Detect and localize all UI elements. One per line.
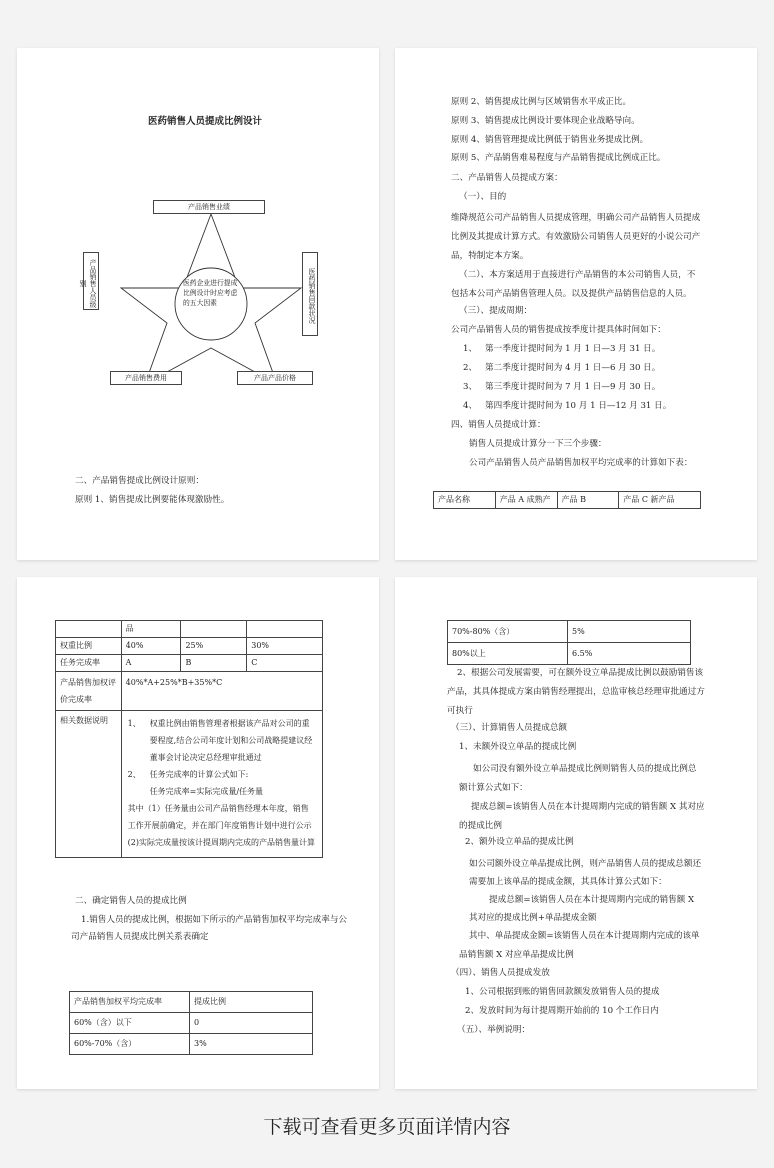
table-cell: 6.5% xyxy=(568,643,691,665)
table-cell: 5% xyxy=(568,621,691,643)
principle-line: 原则 1、销售提成比例要能体现激励性。 xyxy=(75,495,230,505)
list-item: 第四季度计提时间为 10 月 1 日—12 月 31 日。 xyxy=(485,401,672,411)
paragraph: 2、根据公司发展需要，可在额外设立单品提成比例以鼓励销售该产品，其具体提成方案由销售经理提出，总监审核总经理审批通过方可执行 xyxy=(447,668,705,716)
principle-line: 原则 2、销售提成比例与区域销售水平成正比。 xyxy=(451,97,632,107)
subsection-heading: （四）、销售人员提成发放 xyxy=(451,968,550,978)
list-heading: 2、额外设立单品的提成比例 xyxy=(465,837,574,847)
list-item-number: 2、 xyxy=(127,770,141,779)
table-cell: 60%-70%（含） xyxy=(70,1034,190,1055)
table-cell xyxy=(121,711,322,858)
scope-paragraph: （二）、本方案适用于直接进行产品销售的本公司销售人员，不包括本公司产品销售管理人员。以及提供产品销售信息的人员。 xyxy=(451,270,696,299)
table-cell: 80%以上 xyxy=(448,643,568,665)
list-item: 第二季度计提时间为 4 月 1 日—6 月 30 日。 xyxy=(485,363,661,373)
table-cell: 3% xyxy=(190,1034,313,1055)
document-page-1 xyxy=(17,48,379,560)
rate-table-continued xyxy=(447,620,691,665)
list-item: 1、公司根据到账的销售回款额发放销售人员的提成 xyxy=(465,987,660,997)
table-header-cell: 产品 A 成熟产 xyxy=(495,492,557,509)
table-cell xyxy=(181,621,247,638)
section-heading: 二、确定销售人员的提成比例 xyxy=(75,896,187,906)
purpose-paragraph: 维降规范公司产品销售人员提成管理，明确公司产品销售人员提成比例及其提成计算方式。有效激励公司销售人员更好的小说公司产品，特制定本方案。 xyxy=(451,213,701,261)
list-heading: 1、未额外设立单品的提成比例 xyxy=(459,742,577,752)
weight-table xyxy=(55,620,323,858)
table-cell xyxy=(247,621,323,638)
list-item: 2、发放时间为每计提周期开始前的 10 个工作日内 xyxy=(465,1006,659,1016)
factor-bottom-left-box: 产品销售费用 xyxy=(110,371,182,385)
section-heading: 二、产品销售人员提成方案： xyxy=(451,173,563,183)
formula-paragraph: 提成总额=该销售人员在本计提周期内完成的销售额 X 其对应的提成比例 xyxy=(459,802,705,831)
list-item xyxy=(128,766,316,783)
paragraph: 1.销售人员的提成比例，根据如下所示的产品销售加权平均完成率与公司产品销售人员提成比例关系表确定 xyxy=(71,915,348,942)
formula-paragraph: 提成总额=该销售人员在本计提周期内完成的销售额 X 其对应的提成比例+单品提成金额 xyxy=(469,895,695,923)
paragraph: 如公司额外设立单品提成比例，则产品销售人员的提成总额还需要加上该单品的提成金额，其具体计算公式如下： xyxy=(469,859,702,887)
download-more-caption[interactable]: 下载可查看更多页面详情内容 xyxy=(263,1116,511,1138)
document-page-3 xyxy=(17,577,379,1089)
principle-line: 原则 3、销售提成比例设计要体现企业战略导向。 xyxy=(451,116,640,126)
subsection-heading: （三）、计算销售人员提成总额 xyxy=(451,723,568,733)
list-item xyxy=(128,715,316,766)
list-item-number: 2、 xyxy=(463,363,478,373)
table-header-cell: 产品销售加权平均完成率 xyxy=(70,992,190,1013)
subsection-heading: （一）、目的 xyxy=(459,192,507,202)
table-cell: 0 xyxy=(190,1013,313,1034)
table-header-cell: 产品名称 xyxy=(434,492,496,509)
table-cell: C xyxy=(247,655,323,672)
calc-steps: 销售人员提成计算分一下三个步骤： xyxy=(469,439,607,449)
principle-line: 原则 4、销售管理提成比例低于销售业务提成比例。 xyxy=(451,135,649,145)
subsection-heading: （三）、提成周期： xyxy=(459,306,533,316)
rate-table xyxy=(69,991,313,1055)
table-cell: 任务完成率 xyxy=(56,655,122,672)
list-item-number: 1、 xyxy=(127,719,141,728)
table-cell: 产品销售加权评价完成率 xyxy=(56,672,122,711)
section-heading: 二、产品销售提成比例设计原则： xyxy=(75,476,204,486)
table-cell: A xyxy=(121,655,181,672)
table-cell: 权重比例 xyxy=(56,638,122,655)
table-cell xyxy=(56,621,122,638)
period-intro: 公司产品销售人员的销售提成按季度计提具体时间如下： xyxy=(451,325,666,335)
factor-left-box: 产品销售人员级别 xyxy=(83,252,99,310)
product-table-header xyxy=(433,491,701,509)
list-item-number: 1、 xyxy=(463,344,478,354)
document-page-4 xyxy=(395,577,757,1089)
factor-top-box: 产品销售业绩 xyxy=(153,200,265,214)
list-item: 第三季度计提时间为 7 月 1 日—9 月 30 日。 xyxy=(485,382,661,392)
table-cell: B xyxy=(181,655,247,672)
table-cell: 40% xyxy=(121,638,181,655)
table-cell: 品 xyxy=(121,621,181,638)
list-item-text: 任务完成率的计算公式如下: xyxy=(149,770,249,779)
table-cell: 30% xyxy=(247,638,323,655)
table-cell: 25% xyxy=(181,638,247,655)
list-item-text: 权重比例由销售管理者根据该产品对公司的重要程度,结合公司年度计划和公司战略提建议经董事会讨论决定总经理审批通过 xyxy=(149,719,313,762)
list-item: 第一季度计提时间为 1 月 1 日—3 月 31 日。 xyxy=(485,344,661,354)
factor-bottom-right-box: 产品产品价格 xyxy=(237,371,313,385)
factor-right-box: 医药销售回款状况 xyxy=(302,252,318,336)
formula-line: 任务完成率=实际完成量/任务量 xyxy=(149,787,264,796)
paragraph: 如公司没有额外设立单品提成比例则销售人员的提成比例总额计算公式如下： xyxy=(459,764,697,793)
section-heading: 四、销售人员提成计算： xyxy=(451,420,546,430)
table-header-cell: 产品 B xyxy=(557,492,619,509)
table-cell: 60%（含）以下 xyxy=(70,1013,190,1034)
table-header-cell: 产品 C 新产品 xyxy=(619,492,701,509)
table-cell: 70%-80%（含） xyxy=(448,621,568,643)
document-page-2 xyxy=(395,48,757,560)
table-cell: 40%*A+25%*B+35%*C xyxy=(121,672,322,711)
table-header-cell: 提成比例 xyxy=(190,992,313,1013)
center-text: 医药企业进行提成比例设计时应考虑的五大因素 xyxy=(183,279,238,307)
list-item-number: 3、 xyxy=(463,382,478,392)
table-cell: 相关数据说明 xyxy=(56,711,122,858)
list-item-number: 4、 xyxy=(463,401,478,411)
principle-line: 原则 5、产品销售难易程度与产品销售提成比例成正比。 xyxy=(451,153,666,163)
calc-formula-intro: 公司产品销售人员产品销售加权平均完成率的计算如下表： xyxy=(469,458,693,468)
note-paragraph: 其中（1）任务量由公司产品销售经理本年度，销售工作开展前确定，并在部门年度销售计划中进行公示(2)实际完成量按该计提周期内完成的产品销售量计算 xyxy=(127,804,315,847)
document-title: 医药销售人员提成比例设计 xyxy=(148,116,263,127)
subsection-heading: （五）、举例说明： xyxy=(457,1025,531,1035)
note-paragraph: 其中、单品提成金额=该销售人员在本计提周期内完成的该单品销售额 X 对应单品提成比例 xyxy=(459,931,700,960)
